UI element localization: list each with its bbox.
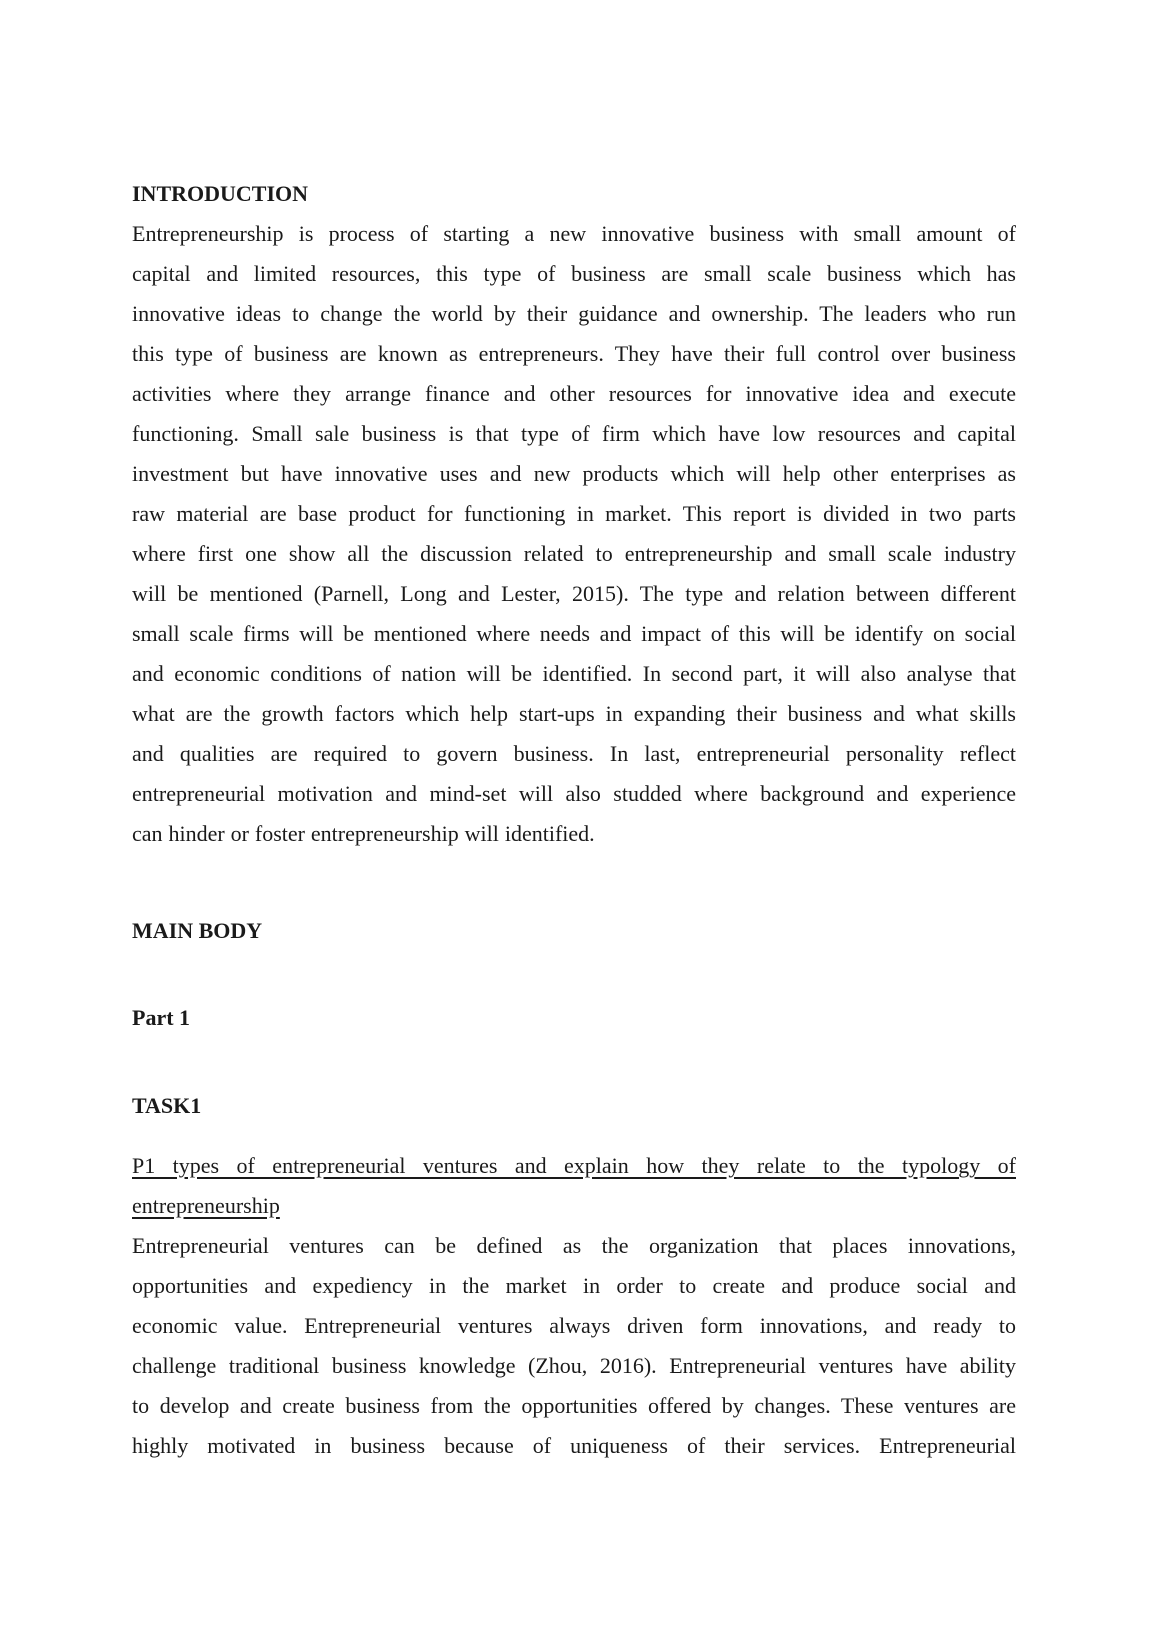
- text-line: P1 types of entrepreneurial ventures and explain how they relate to the typology of: [132, 1153, 1016, 1178]
- text-line: small scale firms will be mentioned where needs and impact of this will be identify on social: [132, 621, 1016, 646]
- text-line: will be mentioned (Parnell, Long and Lester, 2015). The type and relation between different: [132, 581, 1016, 606]
- text-line: entrepreneurial motivation and mind-set will also studded where background and experience: [132, 781, 1016, 806]
- section-heading-task1: TASK1: [132, 1093, 202, 1118]
- text-line: highly motivated in business because of uniqueness of their services. Entrepreneurial: [132, 1433, 1016, 1458]
- text-line: economic value. Entrepreneurial ventures always driven form innovations, and ready to: [132, 1313, 1016, 1338]
- introduction-paragraph: [132, 214, 1016, 854]
- text-line: Entrepreneurship is process of starting a new innovative business with small amount of: [132, 221, 1016, 246]
- text-line: capital and limited resources, this type of business are small scale business which has: [132, 261, 1016, 286]
- p1-underlined-subheading: [132, 1146, 1016, 1226]
- text-line: entrepreneurship: [132, 1193, 280, 1218]
- text-line: innovative ideas to change the world by their guidance and ownership. The leaders who run: [132, 301, 1016, 326]
- section-heading-introduction: INTRODUCTION: [132, 181, 309, 206]
- task1-paragraph: [132, 1226, 1016, 1466]
- text-line: raw material are base product for functioning in market. This report is divided in two parts: [132, 501, 1016, 526]
- section-heading-main-body: MAIN BODY: [132, 918, 263, 943]
- text-line: where first one show all the discussion related to entrepreneurship and small scale industry: [132, 541, 1016, 566]
- text-line: opportunities and expediency in the market in order to create and produce social and: [132, 1273, 1016, 1298]
- text-line: functioning. Small sale business is that type of firm which have low resources and capital: [132, 421, 1016, 446]
- text-line: and qualities are required to govern business. In last, entrepreneurial personality reflect: [132, 741, 1016, 766]
- text-line: Entrepreneurial ventures can be defined as the organization that places innovations,: [132, 1233, 1016, 1258]
- text-line: to develop and create business from the opportunities offered by changes. These ventures are: [132, 1393, 1016, 1418]
- section-heading-part-1: Part 1: [132, 1005, 191, 1030]
- text-line: activities where they arrange finance and other resources for innovative idea and execute: [132, 381, 1016, 406]
- text-line: can hinder or foster entrepreneurship will identified.: [132, 821, 595, 846]
- text-line: and economic conditions of nation will be identified. In second part, it will also analyse that: [132, 661, 1016, 686]
- text-line: what are the growth factors which help start-ups in expanding their business and what skills: [132, 701, 1016, 726]
- text-line: this type of business are known as entrepreneurs. They have their full control over business: [132, 341, 1016, 366]
- text-line: challenge traditional business knowledge (Zhou, 2016). Entrepreneurial ventures have ability: [132, 1353, 1016, 1378]
- text-line: investment but have innovative uses and new products which will help other enterprises as: [132, 461, 1016, 486]
